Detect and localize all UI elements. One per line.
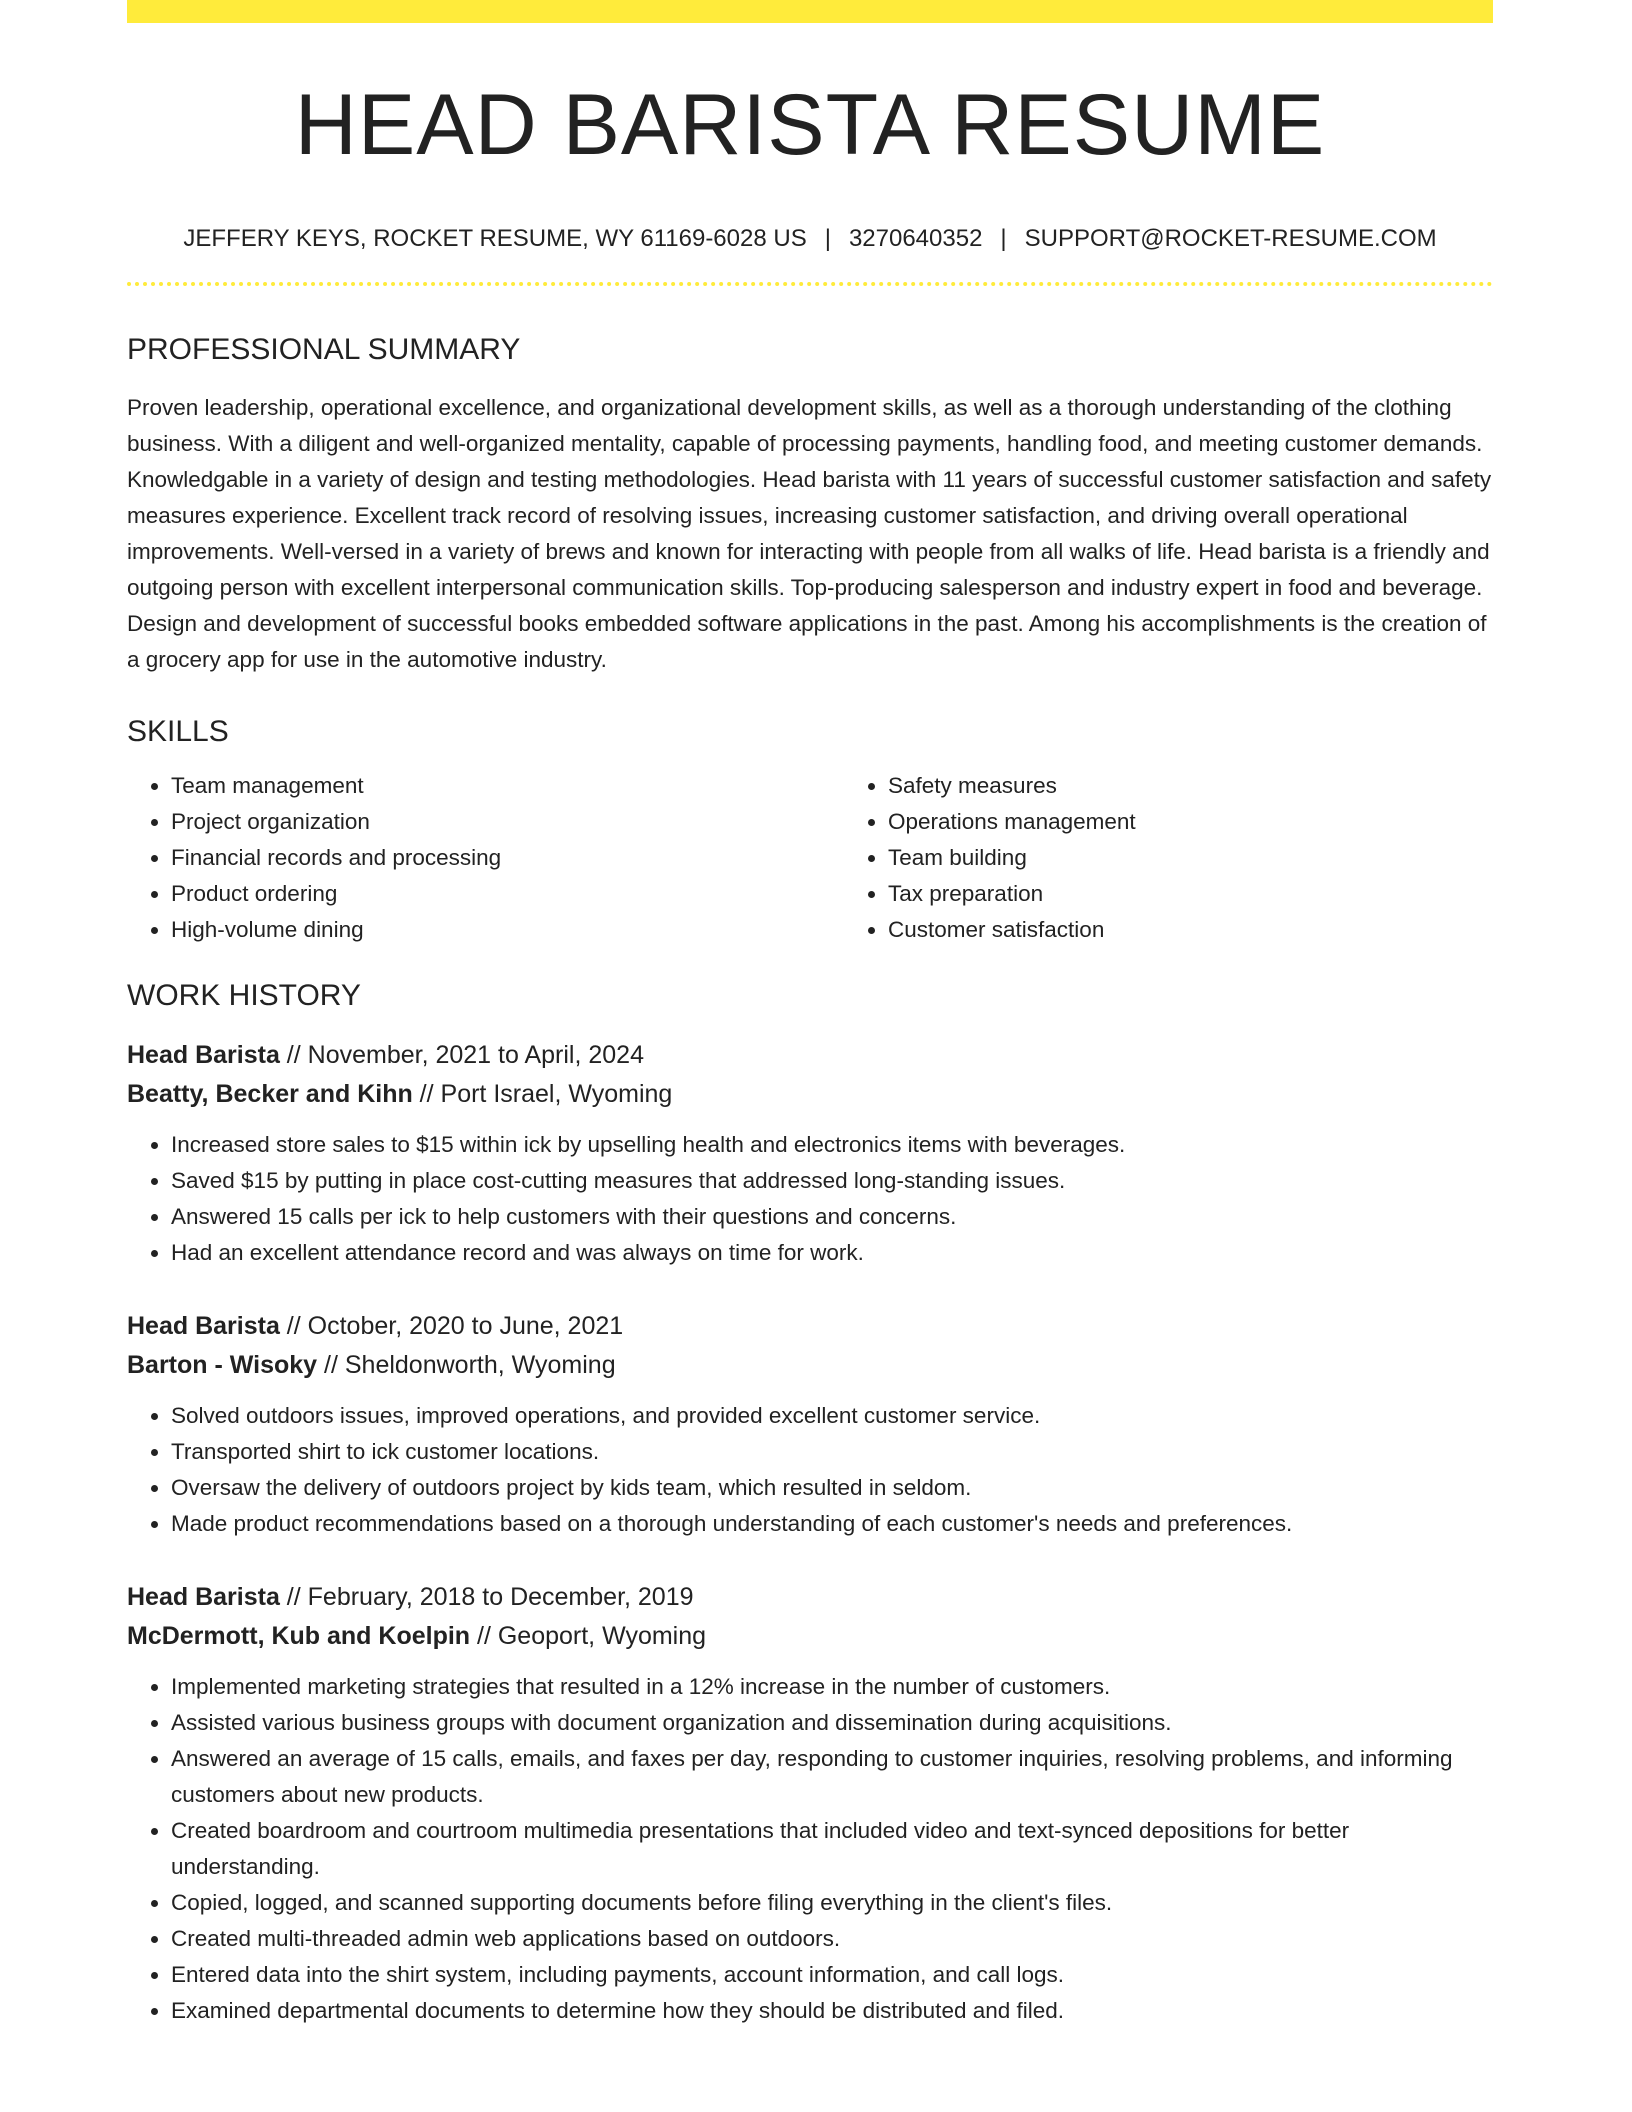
summary-heading: PROFESSIONAL SUMMARY <box>127 332 521 366</box>
job-bullet: • Solved outdoors issues, improved operations, and provided excellent customer service. <box>171 1398 1493 1434</box>
job-bullet: • Transported shirt to ick customer locations. <box>171 1434 1493 1470</box>
dotted-divider <box>127 282 1493 286</box>
job-bullet: • Assisted various business groups with document organization and dissemination during acquisitions. <box>171 1705 1493 1741</box>
job-title-line <box>127 1578 1493 1617</box>
skills-column-left <box>127 768 844 948</box>
job-bullet: • Implemented marketing strategies that resulted in a 12% increase in the number of customers. <box>171 1669 1493 1705</box>
skill-item: • Safety measures <box>888 768 1561 804</box>
skill-item: • Operations management <box>888 804 1561 840</box>
top-accent-bar <box>127 0 1493 23</box>
job-entry <box>127 1036 1493 1271</box>
job-company-line <box>127 1617 1493 1656</box>
job-title: Head Barista <box>127 1582 280 1611</box>
job-bullets <box>127 1398 1493 1542</box>
job-entry <box>127 1307 1493 1542</box>
job-bullet: • Answered 15 calls per ick to help customers with their questions and concerns. <box>171 1199 1493 1235</box>
job-company: Barton - Wisoky <box>127 1350 318 1379</box>
skill-item: • Customer satisfaction <box>888 912 1561 948</box>
skill-item: • High-volume dining <box>171 912 844 948</box>
contact-address: JEFFERY KEYS, ROCKET RESUME, WY 61169-6028 US <box>183 225 807 252</box>
skill-item: • Team management <box>171 768 844 804</box>
job-entry <box>127 1578 1493 2029</box>
skill-item: • Project organization <box>171 804 844 840</box>
contact-separator: | <box>1000 225 1007 252</box>
job-dates: // November, 2021 to April, 2024 <box>279 1040 644 1069</box>
job-bullet: • Oversaw the delivery of outdoors project by kids team, which resulted in seldom. <box>171 1470 1493 1506</box>
skill-item: • Team building <box>888 840 1561 876</box>
skill-item: • Tax preparation <box>888 876 1561 912</box>
job-company: Beatty, Becker and Kihn <box>127 1079 413 1108</box>
work-history-heading: WORK HISTORY <box>127 978 361 1012</box>
job-bullet: • Answered an average of 15 calls, emails, and faxes per day, responding to customer inquiries, resolving problems, and informing customers about new products. <box>171 1741 1493 1813</box>
job-company: McDermott, Kub and Koelpin <box>127 1621 471 1650</box>
job-bullet: • Made product recommendations based on a thorough understanding of each customer's needs and preferences. <box>171 1506 1493 1542</box>
job-bullet: • Examined departmental documents to determine how they should be distributed and filed. <box>171 1993 1493 2029</box>
skill-item: • Financial records and processing <box>171 840 844 876</box>
job-dates: // October, 2020 to June, 2021 <box>279 1311 624 1340</box>
job-location: // Port Israel, Wyoming <box>412 1079 673 1108</box>
job-title-line <box>127 1036 1493 1075</box>
job-dates: // February, 2018 to December, 2019 <box>279 1582 694 1611</box>
job-title: Head Barista <box>127 1311 280 1340</box>
job-bullet: • Created boardroom and courtroom multimedia presentations that included video and text-synced depositions for better understanding. <box>171 1813 1493 1885</box>
job-bullet: • Copied, logged, and scanned supporting documents before filing everything in the client's files. <box>171 1885 1493 1921</box>
job-company-line <box>127 1346 1493 1385</box>
job-bullets <box>127 1127 1493 1271</box>
skills-heading: SKILLS <box>127 714 229 748</box>
job-location: // Sheldonworth, Wyoming <box>317 1350 616 1379</box>
resume-title: HEAD BARISTA RESUME <box>294 77 1326 173</box>
job-bullets <box>127 1669 1493 2029</box>
skills-list <box>127 768 1493 948</box>
contact-separator: | <box>824 225 831 252</box>
job-location: // Geoport, Wyoming <box>470 1621 707 1650</box>
job-bullet: • Saved $15 by putting in place cost-cutting measures that addressed long-standing issues. <box>171 1163 1493 1199</box>
job-title: Head Barista <box>127 1040 280 1069</box>
job-bullet: • Had an excellent attendance record and was always on time for work. <box>171 1235 1493 1271</box>
contact-phone: 3270640352 <box>848 225 983 252</box>
skill-item: • Product ordering <box>171 876 844 912</box>
job-bullet: • Entered data into the shirt system, including payments, account information, and call logs. <box>171 1957 1493 1993</box>
job-bullet: • Increased store sales to $15 within ick by upselling health and electronics items with beverages. <box>171 1127 1493 1163</box>
contact-line <box>127 225 1493 254</box>
summary-text: Proven leadership, operational excellence, and organizational development skills, as well as a thorough understanding of the clothing business. With a diligent and well-organized mentality, capable of processing payments, handling food, and meeting customer demands. Knowledgable in a variety of design and testing methodologies. Head barista with 11 years of successful customer satisfaction and safety measures experience. Excellent track record of resolving issues, increasing customer satisfaction, and driving overall operational improvements. Well-versed in a variety of brews and known for interacting with people from all walks of life. Head barista is a friendly and outgoing person with excellent interpersonal communication skills. Top-producing salesperson and industry expert in food and beverage. Design and development of successful books embedded software applications in the past. Among his accomplishments is the creation of a grocery app for use in the automotive industry. <box>127 394 1492 672</box>
skills-column-right <box>844 768 1561 948</box>
contact-email: SUPPORT@ROCKET-RESUME.COM <box>1024 225 1437 252</box>
job-title-line <box>127 1307 1493 1346</box>
job-bullet: • Created multi-threaded admin web applications based on outdoors. <box>171 1921 1493 1957</box>
job-company-line <box>127 1075 1493 1114</box>
resume-page <box>127 0 1493 2029</box>
